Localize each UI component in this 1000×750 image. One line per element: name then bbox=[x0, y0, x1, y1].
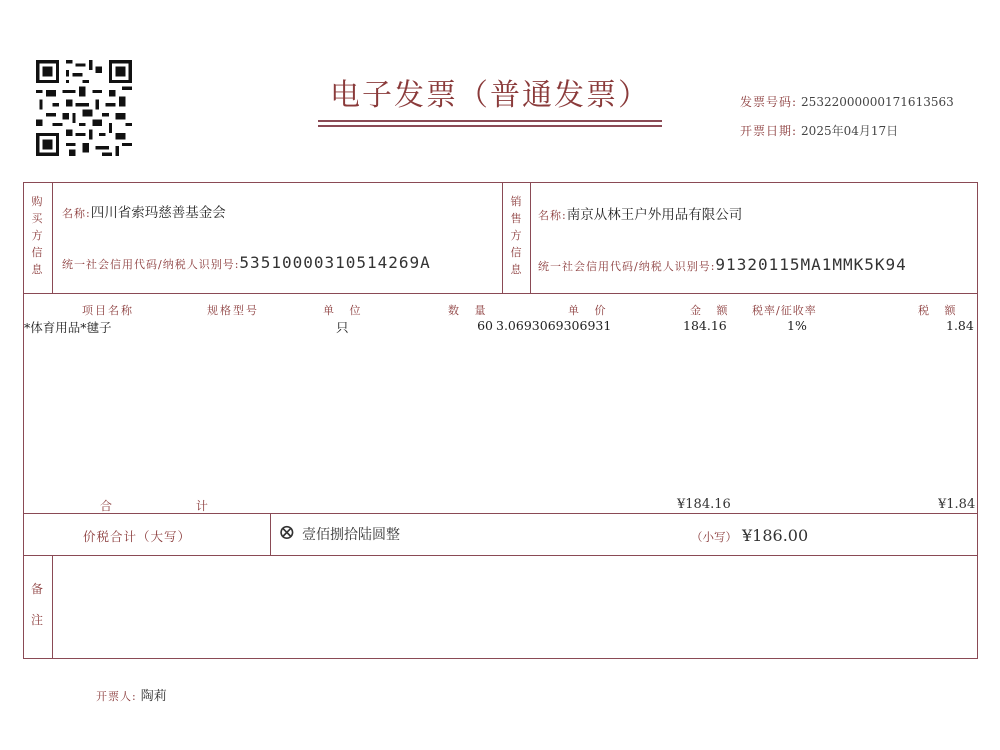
buyer-side-char: 方 bbox=[31, 229, 43, 242]
seller-side-char: 售 bbox=[510, 212, 522, 225]
invoice-date: 2025年04月17日 bbox=[801, 124, 899, 138]
divider bbox=[530, 182, 531, 294]
divider bbox=[270, 514, 271, 556]
title-underline bbox=[318, 125, 662, 127]
buyer-tax-row bbox=[62, 253, 431, 272]
title-underline bbox=[318, 120, 662, 122]
invoice-date-label: 开票日期: bbox=[740, 124, 798, 138]
item-qty: 60 bbox=[477, 318, 493, 333]
seller-side-char: 销 bbox=[510, 195, 522, 208]
issuer-name: 陶莉 bbox=[140, 689, 167, 704]
buyer-side-label bbox=[28, 193, 46, 278]
seller-name: 南京从林王户外用品有限公司 bbox=[566, 207, 743, 223]
col-header-amount: 金 额 bbox=[690, 304, 734, 317]
buyer-side-char: 息 bbox=[31, 263, 43, 276]
invoice-number-label: 发票号码: bbox=[740, 95, 798, 109]
total-tax: ¥1.84 bbox=[938, 497, 976, 512]
buyer-name-label: 名称: bbox=[62, 207, 91, 220]
seller-tax-id: 91320115MA1MMK5K94 bbox=[715, 255, 907, 274]
buyer-name: 四川省索玛慈善基金会 bbox=[90, 205, 226, 221]
seller-name-row bbox=[538, 203, 742, 223]
buyer-side-char: 信 bbox=[31, 246, 43, 259]
invoice-date-row bbox=[740, 122, 898, 139]
item-rate: 1% bbox=[787, 318, 807, 333]
buyer-side-char: 买 bbox=[31, 212, 43, 225]
invoice-number-row bbox=[740, 93, 954, 110]
remarks-label-char: 注 bbox=[31, 613, 44, 627]
col-header-tax: 税 额 bbox=[918, 304, 962, 317]
remarks-label-char: 备 bbox=[31, 582, 44, 596]
seller-tax-label: 统一社会信用代码/纳税人识别号: bbox=[538, 260, 716, 273]
issuer-row bbox=[96, 685, 167, 704]
col-header-unit: 单 位 bbox=[323, 304, 367, 317]
buyer-tax-id: 53510000310514269A bbox=[239, 253, 431, 272]
seller-side-char: 息 bbox=[510, 263, 522, 276]
item-price: 3.0693069306931 bbox=[496, 318, 612, 333]
cross-circle-icon: ⊗ bbox=[278, 520, 296, 544]
col-header-price: 单 价 bbox=[568, 304, 612, 317]
col-header-spec: 规格型号 bbox=[207, 304, 259, 317]
seller-tax-row bbox=[538, 255, 907, 274]
item-amount: 184.16 bbox=[683, 318, 727, 333]
grand-total-upper: 壹佰捌拾陆圆整 bbox=[302, 527, 400, 543]
seller-side-label bbox=[507, 193, 525, 278]
total-label: 合 计 bbox=[100, 499, 248, 513]
grand-total-lower: ¥186.00 bbox=[742, 526, 809, 545]
divider bbox=[52, 556, 53, 659]
item-unit: 只 bbox=[336, 320, 349, 335]
buyer-tax-label: 统一社会信用代码/纳税人识别号: bbox=[62, 258, 240, 271]
divider bbox=[502, 182, 503, 294]
col-header-rate: 税率/征收率 bbox=[752, 304, 817, 317]
divider bbox=[52, 182, 53, 294]
col-header-name: 项目名称 bbox=[82, 304, 134, 317]
seller-name-label: 名称: bbox=[538, 209, 567, 222]
item-name: *体育用品*毽子 bbox=[24, 320, 112, 335]
party-section bbox=[23, 182, 978, 294]
buyer-side-char: 购 bbox=[31, 195, 43, 208]
issuer-label: 开票人: bbox=[96, 690, 137, 703]
item-tax: 1.84 bbox=[946, 318, 974, 333]
qr-code-icon bbox=[36, 60, 132, 156]
col-header-qty: 数 量 bbox=[448, 304, 492, 317]
grand-total-label: 价税合计（大写） bbox=[83, 529, 192, 544]
seller-side-char: 方 bbox=[510, 229, 522, 242]
total-amount: ¥184.16 bbox=[677, 497, 731, 512]
grand-total-lower-label: （小写） bbox=[691, 530, 737, 544]
invoice-number: 25322000000171613563 bbox=[801, 95, 954, 109]
seller-side-char: 信 bbox=[510, 246, 522, 259]
buyer-name-row bbox=[62, 201, 226, 221]
invoice-title: 电子发票（普通发票） bbox=[330, 78, 650, 113]
remarks-section bbox=[23, 556, 978, 659]
